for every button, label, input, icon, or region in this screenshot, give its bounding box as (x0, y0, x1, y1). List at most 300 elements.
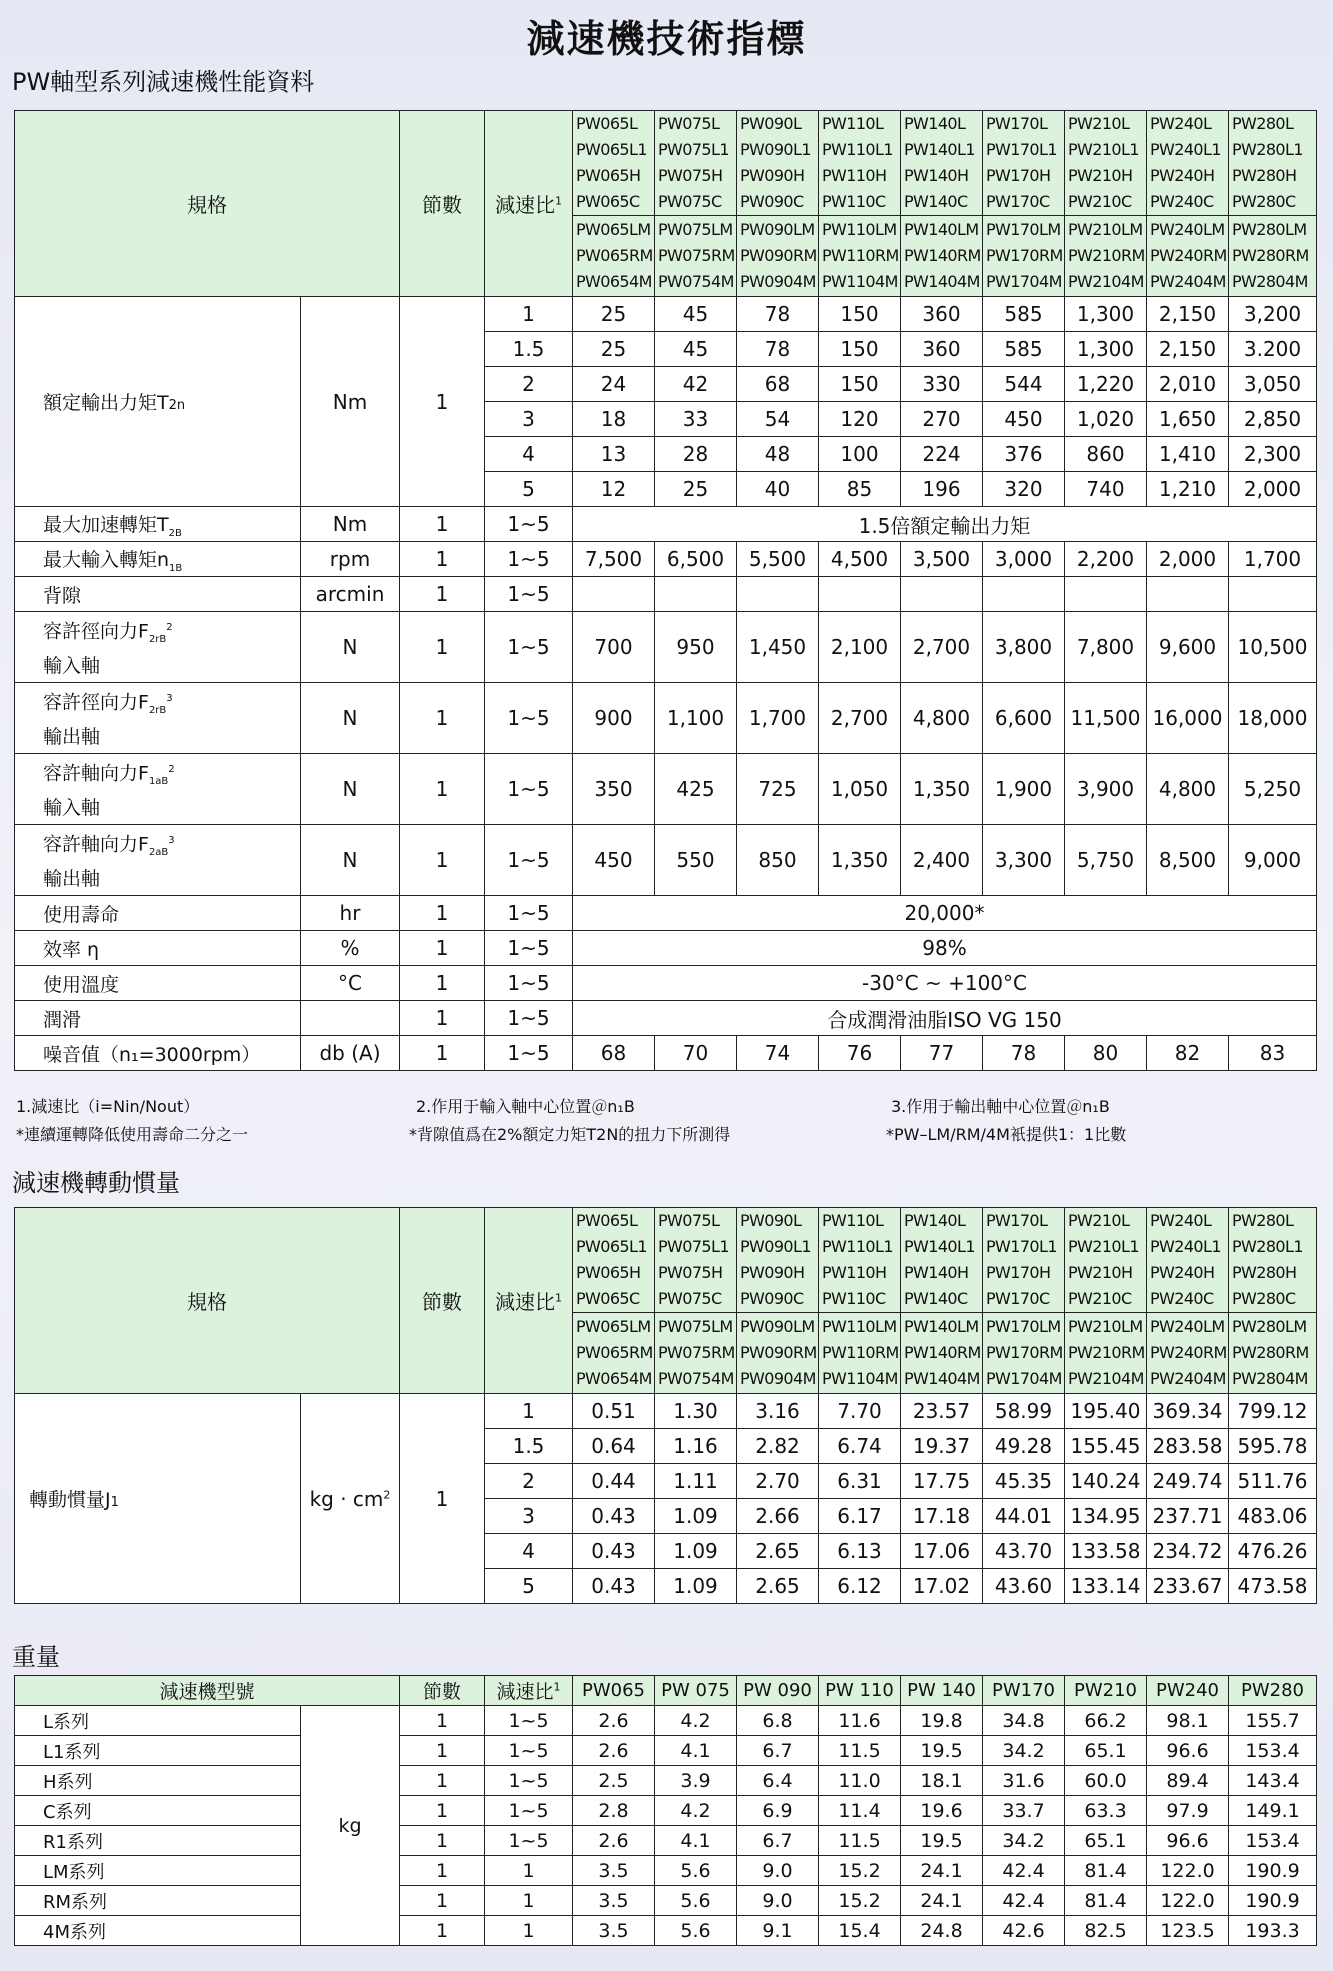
temperature-value: -30°C ~ +100°C (573, 966, 1317, 1001)
value-cell: 96.6 (1147, 1826, 1229, 1856)
temperature-unit: °C (301, 966, 400, 1001)
value-cell: 65.1 (1065, 1826, 1147, 1856)
value-cell: 7.70 (819, 1394, 901, 1429)
value-cell: 143.4 (1229, 1766, 1317, 1796)
value-cell: 511.76 (1229, 1464, 1317, 1499)
value-cell: 3,800 (983, 612, 1065, 683)
value-cell: 15.2 (819, 1886, 901, 1916)
radial-force-output-unit: N (301, 683, 400, 754)
model-name: PW240C (1150, 192, 1214, 211)
value-cell: 550 (655, 825, 737, 896)
value-cell: 82 (1147, 1036, 1229, 1071)
weight-series-name: LM系列 (15, 1856, 301, 1886)
model-header: 減速機型號 (15, 1676, 400, 1706)
value-cell: 1,350 (901, 754, 983, 825)
model-name: PW240L (1150, 114, 1212, 133)
ratio-cell: 2 (485, 367, 573, 402)
value-cell: 0.64 (573, 1429, 655, 1464)
model-name: PW075C (658, 192, 722, 211)
weight-row (15, 1886, 1317, 1916)
note-1: 1.減速比（i=Nin/Nout） (16, 1097, 200, 1116)
ratio-cell: 4 (485, 437, 573, 472)
radial-force-output-stages: 1 (400, 683, 485, 754)
weight-stages: 1 (400, 1856, 485, 1886)
model-group-a-cell (983, 111, 1065, 216)
row-label (15, 577, 301, 612)
value-cell: 700 (573, 612, 655, 683)
value-cell: 4.1 (655, 1736, 737, 1766)
weight-ratio: 1 (485, 1856, 573, 1886)
value-cell: 140.24 (1065, 1464, 1147, 1499)
model-group-a-cell (737, 111, 819, 216)
model-name: PW280RM (1232, 246, 1309, 265)
value-cell: 24.1 (901, 1886, 983, 1916)
ratio-cell: 1 (485, 297, 573, 332)
value-cell: 133.14 (1065, 1569, 1147, 1604)
model-name: PW065C (576, 192, 640, 211)
value-cell: 11.4 (819, 1796, 901, 1826)
empty-value-cell (1065, 577, 1147, 612)
model-name: PW2404M (1150, 272, 1226, 291)
axial-force-input-row (15, 754, 1317, 825)
value-cell: 6.9 (737, 1796, 819, 1826)
weight-table (14, 1675, 1317, 1946)
ratio-cell: 1.5 (485, 1429, 573, 1464)
model-name: PW1104M (822, 1369, 898, 1388)
weight-series-name: L1系列 (15, 1736, 301, 1766)
value-cell: 5,250 (1229, 754, 1317, 825)
value-cell: 24.8 (901, 1916, 983, 1946)
value-cell: 123.5 (1147, 1916, 1229, 1946)
row-label-line2: 輸入軸 (43, 655, 101, 678)
inertia-label-text: 轉動慣量J (29, 1489, 111, 1511)
weight-column-header: PW280 (1229, 1676, 1317, 1706)
value-cell: 42.4 (983, 1886, 1065, 1916)
value-cell: 725 (737, 754, 819, 825)
value-cell: 799.12 (1229, 1394, 1317, 1429)
value-cell: 17.02 (901, 1569, 983, 1604)
ratio-header (485, 1208, 573, 1394)
value-cell: 34.8 (983, 1706, 1065, 1736)
value-cell: 11.6 (819, 1706, 901, 1736)
axial-force-input-ratio: 1~5 (485, 754, 573, 825)
row-label-text: 使用壽命 (43, 903, 120, 926)
value-cell: 150 (819, 297, 901, 332)
torque-label-text: 額定輸出力矩T (43, 392, 169, 414)
model-group-a-cell (573, 1208, 655, 1313)
value-cell: 33.7 (983, 1796, 1065, 1826)
weight-row (15, 1706, 1317, 1736)
efficiency-stages: 1 (400, 931, 485, 966)
weight-stages: 1 (400, 1766, 485, 1796)
efficiency-row (15, 931, 1317, 966)
value-cell: 3,500 (901, 542, 983, 577)
model-group-b-cell (819, 216, 901, 297)
value-cell: 4,800 (901, 683, 983, 754)
value-cell: 42.4 (983, 1856, 1065, 1886)
weight-row (15, 1826, 1317, 1856)
value-cell: 17.06 (901, 1534, 983, 1569)
value-cell: 74 (737, 1036, 819, 1071)
value-cell: 950 (655, 612, 737, 683)
model-name: PW110L (822, 114, 884, 133)
value-cell: 77 (901, 1036, 983, 1071)
model-name: PW280LM (1232, 1317, 1307, 1336)
model-group-a-cell (819, 1208, 901, 1313)
value-cell: 58.99 (983, 1394, 1065, 1429)
row-label-text: 使用溫度 (43, 973, 120, 996)
model-name: PW280C (1232, 192, 1296, 211)
value-cell: 45.35 (983, 1464, 1065, 1499)
value-cell: 155.7 (1229, 1706, 1317, 1736)
value-cell: 224 (901, 437, 983, 472)
max-accel-torque-unit: Nm (301, 507, 400, 542)
model-group-b-cell (1147, 1313, 1229, 1394)
value-cell: 2.6 (573, 1706, 655, 1736)
model-name: PW2104M (1068, 272, 1144, 291)
value-cell: 2.65 (737, 1569, 819, 1604)
model-group-a-cell (655, 111, 737, 216)
value-cell: 25 (573, 297, 655, 332)
value-cell: 3,900 (1065, 754, 1147, 825)
row-label-text: 最大加速轉矩T (43, 513, 169, 536)
row-label (15, 612, 301, 683)
model-group-a-cell (1147, 111, 1229, 216)
inertia-section-title: 減速機轉動慣量 (12, 1169, 180, 1197)
value-cell: 6.7 (737, 1826, 819, 1856)
model-group-b-cell (819, 1313, 901, 1394)
value-cell: 190.9 (1229, 1886, 1317, 1916)
note-3: 3.作用于輸出軸中心位置＠n₁B (891, 1097, 1110, 1116)
value-cell: 6.8 (737, 1706, 819, 1736)
model-group-a-cell (1065, 111, 1147, 216)
model-name: PW0754M (658, 1369, 734, 1388)
model-name: PW280C (1232, 1289, 1296, 1308)
weight-ratio: 1~5 (485, 1706, 573, 1736)
value-cell: 19.37 (901, 1429, 983, 1464)
value-cell: 11.5 (819, 1826, 901, 1856)
weight-row (15, 1916, 1317, 1946)
model-group-b-cell (1065, 216, 1147, 297)
ratio-header-text: 減速比 (495, 193, 555, 217)
row-label-text: 最大輸入轉矩n (43, 548, 170, 571)
value-cell: 3.16 (737, 1394, 819, 1429)
value-cell: 82.5 (1065, 1916, 1147, 1946)
model-name: PW090H (740, 166, 805, 185)
model-name: PW240C (1150, 1289, 1214, 1308)
value-cell: 81.4 (1065, 1856, 1147, 1886)
model-name: PW240RM (1150, 1343, 1227, 1362)
value-cell: 43.60 (983, 1569, 1065, 1604)
model-name: PW1704M (986, 272, 1062, 291)
value-cell: 11.5 (819, 1736, 901, 1766)
value-cell: 1.09 (655, 1499, 737, 1534)
weight-stages: 1 (400, 1706, 485, 1736)
weight-header-row (15, 1676, 1317, 1706)
header-row-models-a (15, 1208, 1317, 1313)
value-cell: 100 (819, 437, 901, 472)
model-name: PW210L1 (1068, 140, 1139, 159)
value-cell: 1,900 (983, 754, 1065, 825)
value-cell: 149.1 (1229, 1796, 1317, 1826)
model-name: PW140H (904, 1263, 969, 1282)
value-cell: 2.82 (737, 1429, 819, 1464)
value-cell: 33 (655, 402, 737, 437)
model-name: PW210L1 (1068, 1237, 1139, 1256)
model-name: PW170H (986, 166, 1051, 185)
value-cell: 1.09 (655, 1534, 737, 1569)
empty-value-cell (655, 577, 737, 612)
service-life-row (15, 896, 1317, 931)
value-cell: 6.74 (819, 1429, 901, 1464)
model-name: PW240L (1150, 1211, 1212, 1230)
inertia-label-sub: 1 (110, 1495, 119, 1510)
weight-column-header: PW210 (1065, 1676, 1147, 1706)
max-accel-torque-row (15, 507, 1317, 542)
model-name: PW1104M (822, 272, 898, 291)
model-name: PW170RM (986, 1343, 1063, 1362)
lubrication-stages: 1 (400, 1001, 485, 1036)
model-name: PW210L (1068, 1211, 1130, 1230)
value-cell: 3,200 (1229, 297, 1317, 332)
value-cell: 6.13 (819, 1534, 901, 1569)
value-cell: 237.71 (1147, 1499, 1229, 1534)
value-cell: 2,000 (1147, 542, 1229, 577)
value-cell: 18.1 (901, 1766, 983, 1796)
row-label (15, 825, 301, 896)
ratio-header-sup: 1 (555, 194, 562, 208)
weight-series-name: L系列 (15, 1706, 301, 1736)
value-cell: 19.6 (901, 1796, 983, 1826)
service-life-value: 20,000* (573, 896, 1317, 931)
weight-ratio: 1~5 (485, 1766, 573, 1796)
spec-header: 規格 (15, 1208, 400, 1394)
model-name: PW065L1 (576, 1237, 647, 1256)
value-cell: 330 (901, 367, 983, 402)
backlash-row (15, 577, 1317, 612)
model-name: PW090L1 (740, 1237, 811, 1256)
model-group-a-cell (983, 1208, 1065, 1313)
model-name: PW0654M (576, 272, 652, 291)
max-accel-torque-value: 1.5倍額定輸出力矩 (573, 507, 1317, 542)
model-group-b-cell (573, 1313, 655, 1394)
weight-unit: kg (301, 1706, 400, 1946)
model-name: PW110L1 (822, 1237, 893, 1256)
weight-ratio: 1~5 (485, 1736, 573, 1766)
value-cell: 34.2 (983, 1826, 1065, 1856)
model-name: PW140C (904, 1289, 968, 1308)
row-label (15, 966, 301, 1001)
model-name: PW075H (658, 1263, 723, 1282)
value-cell: 483.06 (1229, 1499, 1317, 1534)
ratio-cell: 5 (485, 1569, 573, 1604)
value-cell: 10,500 (1229, 612, 1317, 683)
model-name: PW110LM (822, 1317, 897, 1336)
value-cell: 42.6 (983, 1916, 1065, 1946)
value-cell: 4,500 (819, 542, 901, 577)
value-cell: 45 (655, 297, 737, 332)
value-cell: 83 (1229, 1036, 1317, 1071)
model-name: PW090RM (740, 1343, 817, 1362)
model-name: PW110C (822, 192, 886, 211)
value-cell: 11,500 (1065, 683, 1147, 754)
empty-value-cell (1147, 577, 1229, 612)
value-cell: 120 (819, 402, 901, 437)
model-name: PW240LM (1150, 220, 1225, 239)
value-cell: 7,500 (573, 542, 655, 577)
value-cell: 24 (573, 367, 655, 402)
max-accel-torque-ratio: 1~5 (485, 507, 573, 542)
value-cell: 3,050 (1229, 367, 1317, 402)
value-cell: 9.0 (737, 1886, 819, 1916)
inertia-unit-text: kg · cm (309, 1486, 384, 1511)
value-cell: 1,350 (819, 825, 901, 896)
model-group-b-cell (901, 1313, 983, 1394)
row-label-sup: 2 (168, 763, 175, 775)
efficiency-ratio: 1~5 (485, 931, 573, 966)
stages-header: 節數 (400, 1676, 485, 1706)
value-cell: 19.8 (901, 1706, 983, 1736)
value-cell: 3.9 (655, 1766, 737, 1796)
value-cell: 1.11 (655, 1464, 737, 1499)
weight-ratio: 1 (485, 1886, 573, 1916)
value-cell: 0.44 (573, 1464, 655, 1499)
value-cell: 360 (901, 297, 983, 332)
value-cell: 19.5 (901, 1736, 983, 1766)
value-cell: 44.01 (983, 1499, 1065, 1534)
weight-column-header: PW 090 (737, 1676, 819, 1706)
model-group-a-cell (1229, 1208, 1317, 1313)
model-name: PW2804M (1232, 272, 1308, 291)
backlash-stages: 1 (400, 577, 485, 612)
value-cell: 78 (983, 1036, 1065, 1071)
model-name: PW210RM (1068, 246, 1145, 265)
noise-level-ratio: 1~5 (485, 1036, 573, 1071)
model-name: PW075L1 (658, 1237, 729, 1256)
value-cell: 15.2 (819, 1856, 901, 1886)
value-cell: 1,300 (1065, 332, 1147, 367)
ratio-cell: 3 (485, 402, 573, 437)
value-cell: 54 (737, 402, 819, 437)
ratio-header-text: 減速比 (496, 1681, 554, 1703)
inertia-unit (301, 1394, 400, 1604)
model-name: PW075LM (658, 1317, 733, 1336)
value-cell: 49.28 (983, 1429, 1065, 1464)
value-cell: 122.0 (1147, 1886, 1229, 1916)
model-name: PW110L (822, 1211, 884, 1230)
model-name: PW140L (904, 114, 966, 133)
value-cell: 850 (737, 825, 819, 896)
row-label-text: 效率 η (43, 938, 100, 961)
value-cell: 60.0 (1065, 1766, 1147, 1796)
value-cell: 0.51 (573, 1394, 655, 1429)
max-input-speed-stages: 1 (400, 542, 485, 577)
model-name: PW170L1 (986, 1237, 1057, 1256)
value-cell: 1,450 (737, 612, 819, 683)
torque-row (15, 297, 1317, 332)
temperature-ratio: 1~5 (485, 966, 573, 1001)
header-row-models-a (15, 111, 1317, 216)
model-name: PW210L (1068, 114, 1130, 133)
value-cell: 48 (737, 437, 819, 472)
model-name: PW240H (1150, 1263, 1215, 1282)
value-cell: 45 (655, 332, 737, 367)
model-group-b-cell (655, 1313, 737, 1394)
weight-row (15, 1766, 1317, 1796)
value-cell: 196 (901, 472, 983, 507)
temperature-stages: 1 (400, 966, 485, 1001)
weight-series-name: RM系列 (15, 1886, 301, 1916)
row-label-line2: 輸出軸 (43, 726, 101, 749)
value-cell: 450 (573, 825, 655, 896)
value-cell: 2,150 (1147, 332, 1229, 367)
value-cell: 9.1 (737, 1916, 819, 1946)
model-group-a-cell (901, 111, 983, 216)
efficiency-value: 98% (573, 931, 1317, 966)
radial-force-input-row (15, 612, 1317, 683)
value-cell: 18 (573, 402, 655, 437)
value-cell: 1.16 (655, 1429, 737, 1464)
temperature-row (15, 966, 1317, 1001)
value-cell: 6,600 (983, 683, 1065, 754)
value-cell: 2.66 (737, 1499, 819, 1534)
value-cell: 9,600 (1147, 612, 1229, 683)
model-name: PW170C (986, 192, 1050, 211)
model-name: PW1404M (904, 272, 980, 291)
value-cell: 585 (983, 297, 1065, 332)
model-name: PW090LM (740, 1317, 815, 1336)
value-cell: 3.5 (573, 1856, 655, 1886)
value-cell: 98.1 (1147, 1706, 1229, 1736)
weight-row (15, 1736, 1317, 1766)
value-cell: 473.58 (1229, 1569, 1317, 1604)
weight-column-header: PW 140 (901, 1676, 983, 1706)
model-group-a-cell (655, 1208, 737, 1313)
ratio-cell: 2 (485, 1464, 573, 1499)
axial-force-output-row (15, 825, 1317, 896)
max-input-speed-row (15, 542, 1317, 577)
model-name: PW110H (822, 1263, 887, 1282)
model-name: PW280LM (1232, 220, 1307, 239)
value-cell: 68 (573, 1036, 655, 1071)
value-cell: 25 (573, 332, 655, 367)
model-name: PW065H (576, 1263, 641, 1282)
inertia-stages: 1 (400, 1394, 485, 1604)
max-accel-torque-stages: 1 (400, 507, 485, 542)
model-name: PW140L1 (904, 1237, 975, 1256)
ratio-cell: 1.5 (485, 332, 573, 367)
model-group-a-cell (901, 1208, 983, 1313)
lubrication-unit (301, 1001, 400, 1036)
performance-section-title: PW軸型系列減速機性能資料 (12, 68, 315, 96)
radial-force-output-row (15, 683, 1317, 754)
value-cell: 6.7 (737, 1736, 819, 1766)
max-input-speed-unit: rpm (301, 542, 400, 577)
weight-stages: 1 (400, 1916, 485, 1946)
value-cell: 6.31 (819, 1464, 901, 1499)
notes (16, 1093, 1316, 1153)
value-cell: 43.70 (983, 1534, 1065, 1569)
row-label (15, 1001, 301, 1036)
value-cell: 1,100 (655, 683, 737, 754)
value-cell: 2.5 (573, 1766, 655, 1796)
weight-series-name: R1系列 (15, 1826, 301, 1856)
model-name: PW140LM (904, 220, 979, 239)
model-name: PW090H (740, 1263, 805, 1282)
value-cell: 1,220 (1065, 367, 1147, 402)
weight-stages: 1 (400, 1826, 485, 1856)
ratio-header-sup: 1 (553, 1680, 561, 1694)
